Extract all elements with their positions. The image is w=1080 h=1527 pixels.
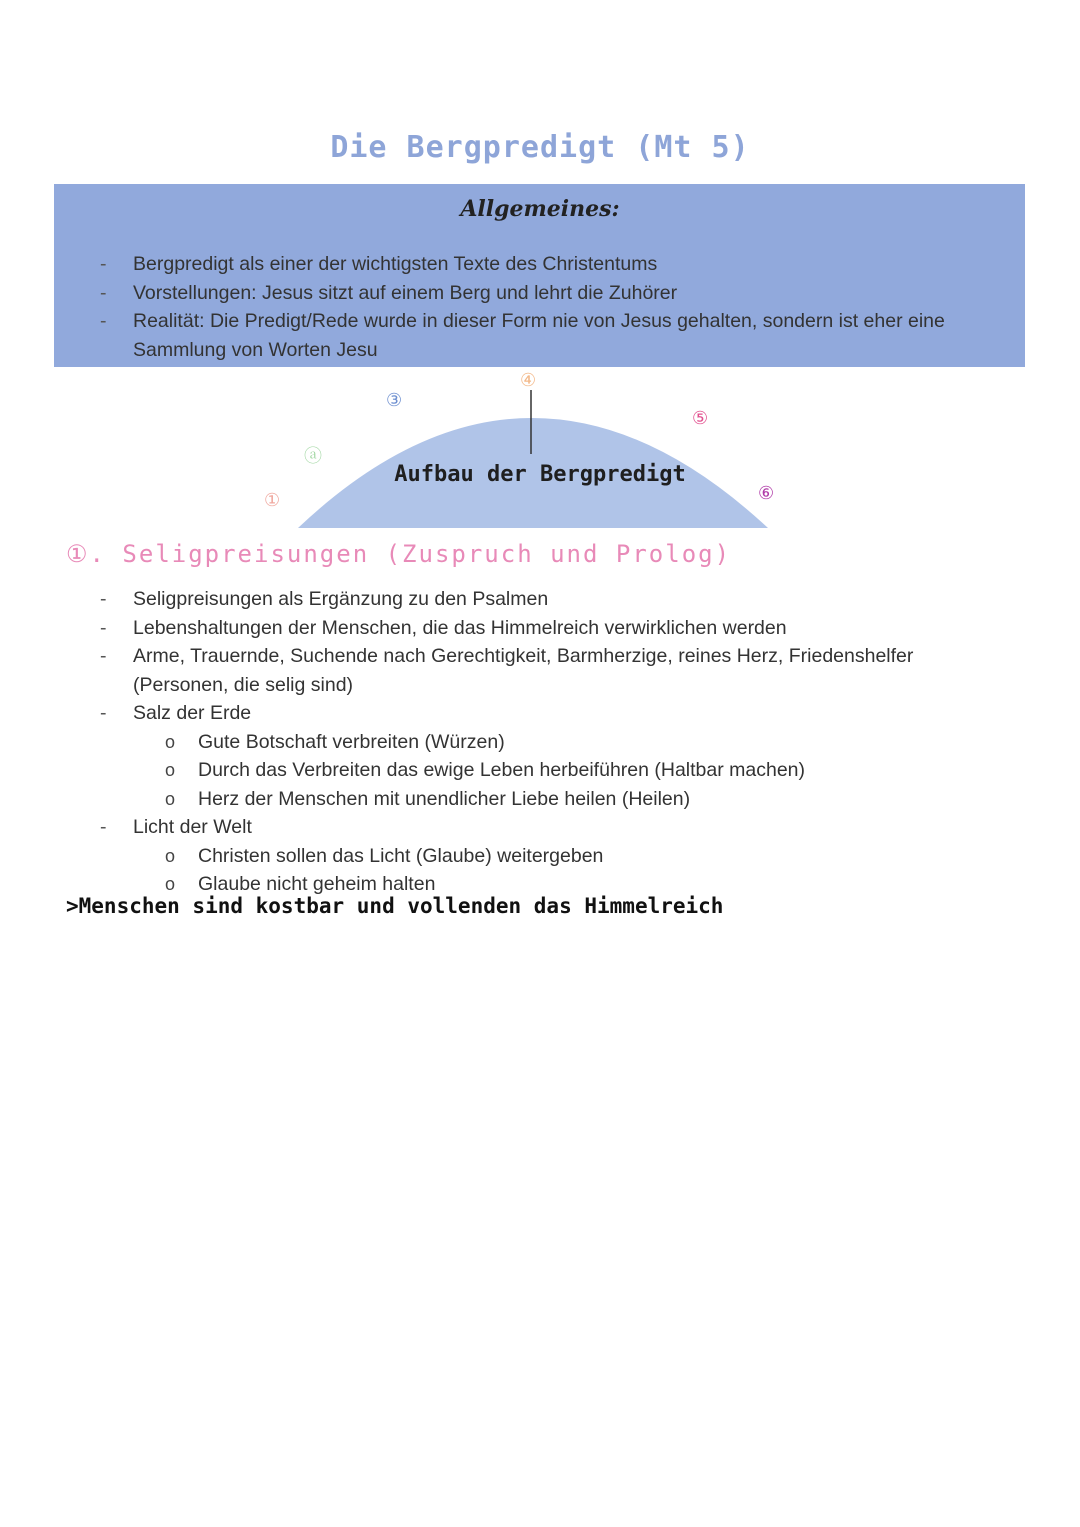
sub-list-item: o Gute Botschaft verbreiten (Würzen) <box>198 728 1013 757</box>
section-heading: ①. Seligpreisungen (Zuspruch und Prolog) <box>66 540 732 568</box>
circle-bullet: o <box>165 760 176 780</box>
sub-list-licht <box>133 842 1013 899</box>
sub-list-item: o Glaube nicht geheim halten <box>198 870 1013 899</box>
sub-list-salz <box>133 728 1013 814</box>
dash-bullet: - <box>100 702 107 724</box>
list-item: - Salz der Erde o Gute Botschaft verbreiten (Würzen) o Durch das Verbreiten das ewige Leben herbeiführen (Haltbar machen) o Herz der Menschen mit unendlicher Liebe heilen (Heilen) <box>133 699 1013 813</box>
sub-list-item: o Durch das Verbreiten das ewige Leben herbeiführen (Haltbar machen) <box>198 756 1013 785</box>
page-title: Die Bergpredigt (Mt 5) <box>330 130 750 165</box>
conclusion-text: >Menschen sind kostbar und vollenden das Himmelreich <box>66 894 724 918</box>
circle-bullet: o <box>165 845 176 866</box>
list-item: - Licht der Welt o Christen sollen das Licht (Glaube) weitergeben o Glaube nicht geheim halten <box>133 813 1013 899</box>
sub-list-item: o Christen sollen das Licht (Glaube) weitergeben <box>198 842 1013 871</box>
dash-bullet: - <box>100 281 107 304</box>
dash-bullet: - <box>100 645 107 667</box>
list-item-continuation: Sammlung von Worten Jesu <box>133 338 378 361</box>
dash-bullet: - <box>100 816 107 838</box>
marker-2: ⓐ <box>304 446 322 467</box>
diagram-label: Aufbau der Bergpredigt <box>394 462 686 487</box>
sub-list-item: o Herz der Menschen mit unendlicher Liebe heilen (Heilen) <box>198 785 1013 814</box>
list-item: - Seligpreisungen als Ergänzung zu den Psalmen <box>133 585 1013 614</box>
general-heading: Allgemeines: <box>460 196 620 222</box>
list-item-continuation: (Personen, die selig sind) <box>133 673 354 696</box>
marker-5: ⑤ <box>692 408 709 429</box>
list-item: - Bergpredigt als einer der wichtigsten Texte des Christentums <box>133 250 993 279</box>
dash-bullet: - <box>100 310 107 332</box>
list-item: - Vorstellungen: Jesus sitzt auf einem Berg und lehrt die Zuhörer <box>133 279 993 308</box>
structure-diagram <box>0 368 1080 538</box>
marker-4: ④ <box>520 370 537 391</box>
list-item: - Realität: Die Predigt/Rede wurde in dieser Form nie von Jesus gehalten, sondern ist eher eine <box>133 307 993 336</box>
dash-bullet: - <box>100 588 107 610</box>
marker-3: ③ <box>386 390 403 411</box>
circle-bullet: o <box>165 731 176 752</box>
section-list <box>100 585 1013 899</box>
dash-bullet: - <box>100 616 107 639</box>
circle-bullet: o <box>165 788 176 809</box>
marker-1: ① <box>264 490 281 511</box>
dash-bullet: - <box>100 253 107 275</box>
general-list <box>100 250 993 364</box>
mountain-arc <box>0 368 1080 538</box>
marker-6: ⑥ <box>758 483 775 504</box>
list-item: - Lebenshaltungen der Menschen, die das Himmelreich verwirklichen werden <box>133 614 1013 643</box>
list-item: - Arme, Trauernde, Suchende nach Gerechtigkeit, Barmherzige, reines Herz, Friedenshelfer <box>133 642 1013 671</box>
circle-bullet: o <box>165 874 176 894</box>
